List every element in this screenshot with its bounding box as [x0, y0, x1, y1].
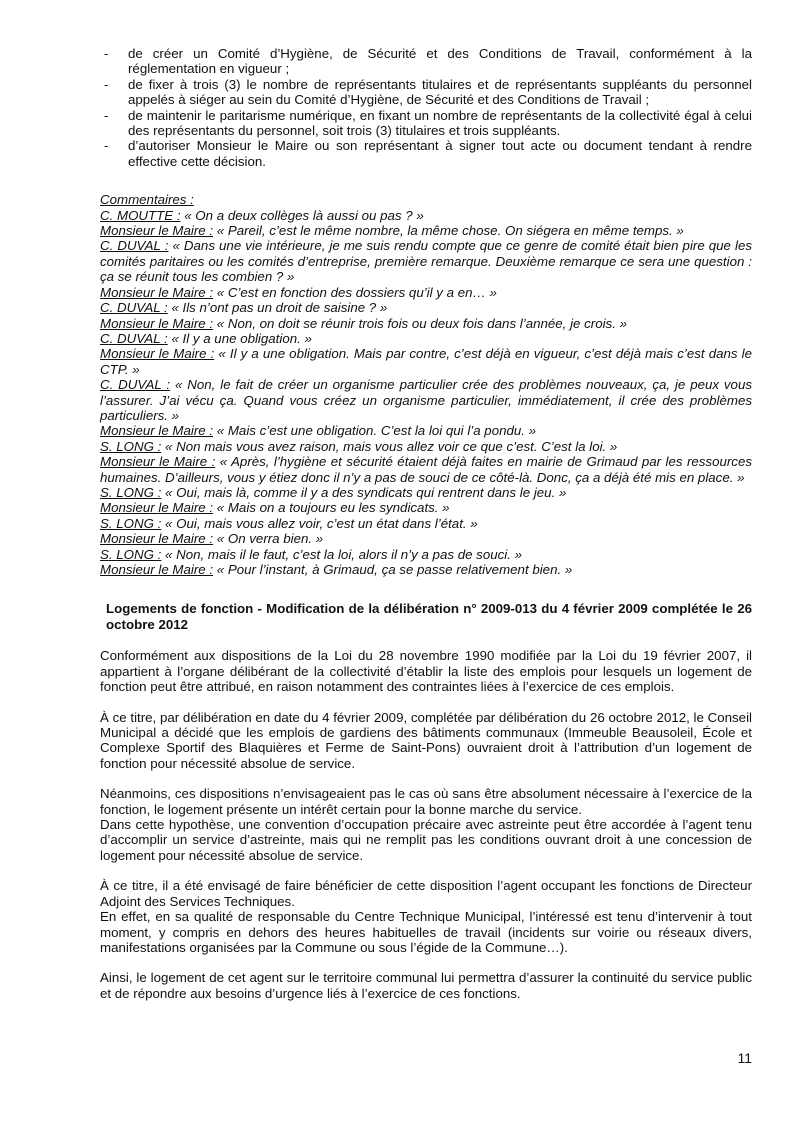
paragraph: En effet, en sa qualité de responsable du Centre Technique Municipal, l’intéressé est tenu d’intervenir à tout moment, y compris en dehors des heures habituelles de travail (incidents sur voirie ou réseaux divers, manifestations organisées par la Commune ou sous l’égide de la Commune…). — [100, 909, 752, 955]
speaker: Monsieur le Maire : — [100, 315, 214, 331]
remark: « Non, le fait de créer un organisme particulier crée des problèmes nouveaux, ça, je peux vous l’assurer. J’ai vécu ça. Quand vous créez un organisme particulier, immédiatement, il crée des problèmes particuliers. » — [100, 377, 752, 423]
remark: « Oui, mais là, comme il y a des syndicats qui rentrent dans le jeu. » — [161, 484, 567, 500]
comments-section — [100, 192, 752, 577]
paragraph: Néanmoins, ces dispositions n’envisageaient pas le cas où sans être absolument nécessaire à l’exercice de la fonction, le logement présente un intérêt certain pour la bonne marche du service. — [100, 786, 752, 817]
comment-line — [100, 423, 752, 438]
list-item: - d’autoriser Monsieur le Maire ou son représentant à signer tout acte ou document tendant à rendre effective cette décision. — [100, 138, 752, 169]
remark: « Non, on doit se réunir trois fois ou deux fois dans l’année, je crois. » — [213, 315, 627, 331]
remark: « Non, mais il le faut, c’est la loi, alors il n’y a pas de souci. » — [161, 546, 523, 562]
comment-line — [100, 331, 752, 346]
comment-line — [100, 300, 752, 315]
comment-line — [100, 454, 752, 485]
list-item: - de maintenir le paritarisme numérique, en fixant un nombre de représentants de la collectivité égal à celui des représentants du personnel, soit trois (3) titulaires et trois suppléants. — [100, 108, 752, 139]
speaker: Monsieur le Maire : — [100, 346, 215, 362]
speaker: S. LONG : — [100, 438, 162, 454]
paragraph: Conformément aux dispositions de la Loi du 28 novembre 1990 modifiée par la Loi du 19 février 2007, il appartient à l’organe délibérant de la collectivité d’établir la liste des emplois pour lesquels un logement de fonction peut être attribué, en raison notamment des contraintes liées à l’exercice de ces emplois. — [100, 648, 752, 695]
comment-line — [100, 208, 752, 223]
paragraph: À ce titre, il a été envisagé de faire bénéficier de cette disposition l’agent occupant les fonctions de Directeur Adjoint des Services Techniques. — [100, 878, 752, 909]
speaker: C. DUVAL : — [100, 330, 168, 346]
remark: « Oui, mais vous allez voir, c’est un état dans l’état. » — [161, 515, 478, 531]
decision-list — [100, 46, 752, 169]
comments-title: Commentaires : — [100, 192, 194, 208]
speaker: C. DUVAL : — [100, 238, 169, 254]
remark: « Dans une vie intérieure, je me suis rendu compte que ce genre de comité était bien pire que les comités paritaires ou les comités d’entreprise, première remarque. Deuxième remarque ce sera une question : ça se réunit tous les combien ? » — [100, 238, 752, 285]
comment-line — [100, 238, 752, 284]
remark: « Il y a une obligation. » — [167, 330, 312, 346]
remark: « Mais c’est une obligation. C’est la loi qui l’a pondu. » — [213, 423, 537, 439]
speaker: Monsieur le Maire : — [100, 284, 214, 300]
speaker: Monsieur le Maire : — [100, 531, 214, 547]
speaker: Monsieur le Maire : — [100, 223, 214, 239]
comment-line — [100, 562, 752, 577]
comment-line — [100, 531, 752, 546]
remark: « Non mais vous avez raison, mais vous allez voir ce que c’est. C’est la loi. » — [161, 438, 618, 454]
section-heading: Logements de fonction - Modification de la délibération n° 2009-013 du 4 février 2009 complétée le 26 octobre 2012 — [106, 601, 752, 633]
paragraph: Dans cette hypothèse, une convention d’occupation précaire avec astreinte peut être accordée à l’agent tenu d’accomplir un service d’astreinte, mais qui ne remplit pas les conditions ouvrant droit à une concession de logement pour nécessité absolue de service. — [100, 817, 752, 863]
paragraph: Ainsi, le logement de cet agent sur le territoire communal lui permettra d’assurer la continuité du service public et de répondre aux besoins d’urgence liés à l’exercice de ces fonctions. — [100, 970, 752, 1001]
speaker: S. LONG : — [100, 515, 162, 531]
remark: « Pour l’instant, à Grimaud, ça se passe relativement bien. » — [213, 562, 573, 577]
speaker: C. DUVAL : — [100, 377, 171, 393]
remark: « Mais on a toujours eu les syndicats. » — [213, 500, 450, 516]
speaker: C. DUVAL : — [100, 300, 168, 316]
speaker: Monsieur le Maire : — [100, 454, 216, 470]
remark: « On verra bien. » — [213, 531, 324, 547]
list-item: - de créer un Comité d’Hygiène, de Sécurité et des Conditions de Travail, conformément à la réglementation en vigueur ; — [100, 46, 752, 77]
speaker: S. LONG : — [100, 546, 162, 562]
paragraph: À ce titre, par délibération en date du 4 février 2009, complétée par délibération du 26 octobre 2012, le Conseil Municipal a décidé que les emplois de gardiens des bâtiments communaux (Immeuble Beausoleil, École et Complexe Sportif des Blaquières et Ferme de Saint-Pons) ouvraient droit à l’attribution d’un logement de fonction pour nécessité absolue de service. — [100, 709, 752, 771]
comment-line — [100, 516, 752, 531]
speaker: Monsieur le Maire : — [100, 500, 214, 516]
remark: « Après, l’hygiène et sécurité étaient déjà faites en mairie de Grimaud par les ressources humaines. D’ailleurs, vous y étiez donc il n’y a pas de souci de ce côté-là. Donc, ça a déjà été mis en place. » — [100, 454, 752, 485]
comment-line — [100, 377, 752, 423]
page-number: 11 — [737, 1050, 752, 1066]
comment-line — [100, 285, 752, 300]
remark: « Pareil, c’est le même nombre, la même chose. On siégera en même temps. » — [213, 223, 684, 239]
comment-line — [100, 485, 752, 500]
remark: « C’est en fonction des dossiers qu’il y a en… » — [213, 284, 497, 300]
speaker: Monsieur le Maire : — [100, 562, 214, 577]
speaker: S. LONG : — [100, 484, 162, 500]
comment-line — [100, 439, 752, 454]
comment-line — [100, 316, 752, 331]
speaker: Monsieur le Maire : — [100, 423, 214, 439]
list-item: - de fixer à trois (3) le nombre de représentants titulaires et de représentants suppléants du personnel appelés à siéger au sein du Comité d’Hygiène, de Sécurité et des Conditions de Travail ; — [100, 77, 752, 108]
section-body — [100, 633, 752, 1001]
remark: « Ils n’ont pas un droit de saisine ? » — [167, 300, 388, 316]
remark: « On a deux collèges là aussi ou pas ? » — [180, 207, 424, 223]
comment-line — [100, 223, 752, 238]
comment-line — [100, 547, 752, 562]
comment-line — [100, 346, 752, 377]
document-page — [100, 46, 752, 1001]
comment-line — [100, 500, 752, 515]
speaker: C. MOUTTE : — [100, 207, 181, 223]
remark: « Il y a une obligation. Mais par contre, c’est déjà en vigueur, c’est déjà mais c’est dans le CTP. » — [100, 346, 753, 377]
